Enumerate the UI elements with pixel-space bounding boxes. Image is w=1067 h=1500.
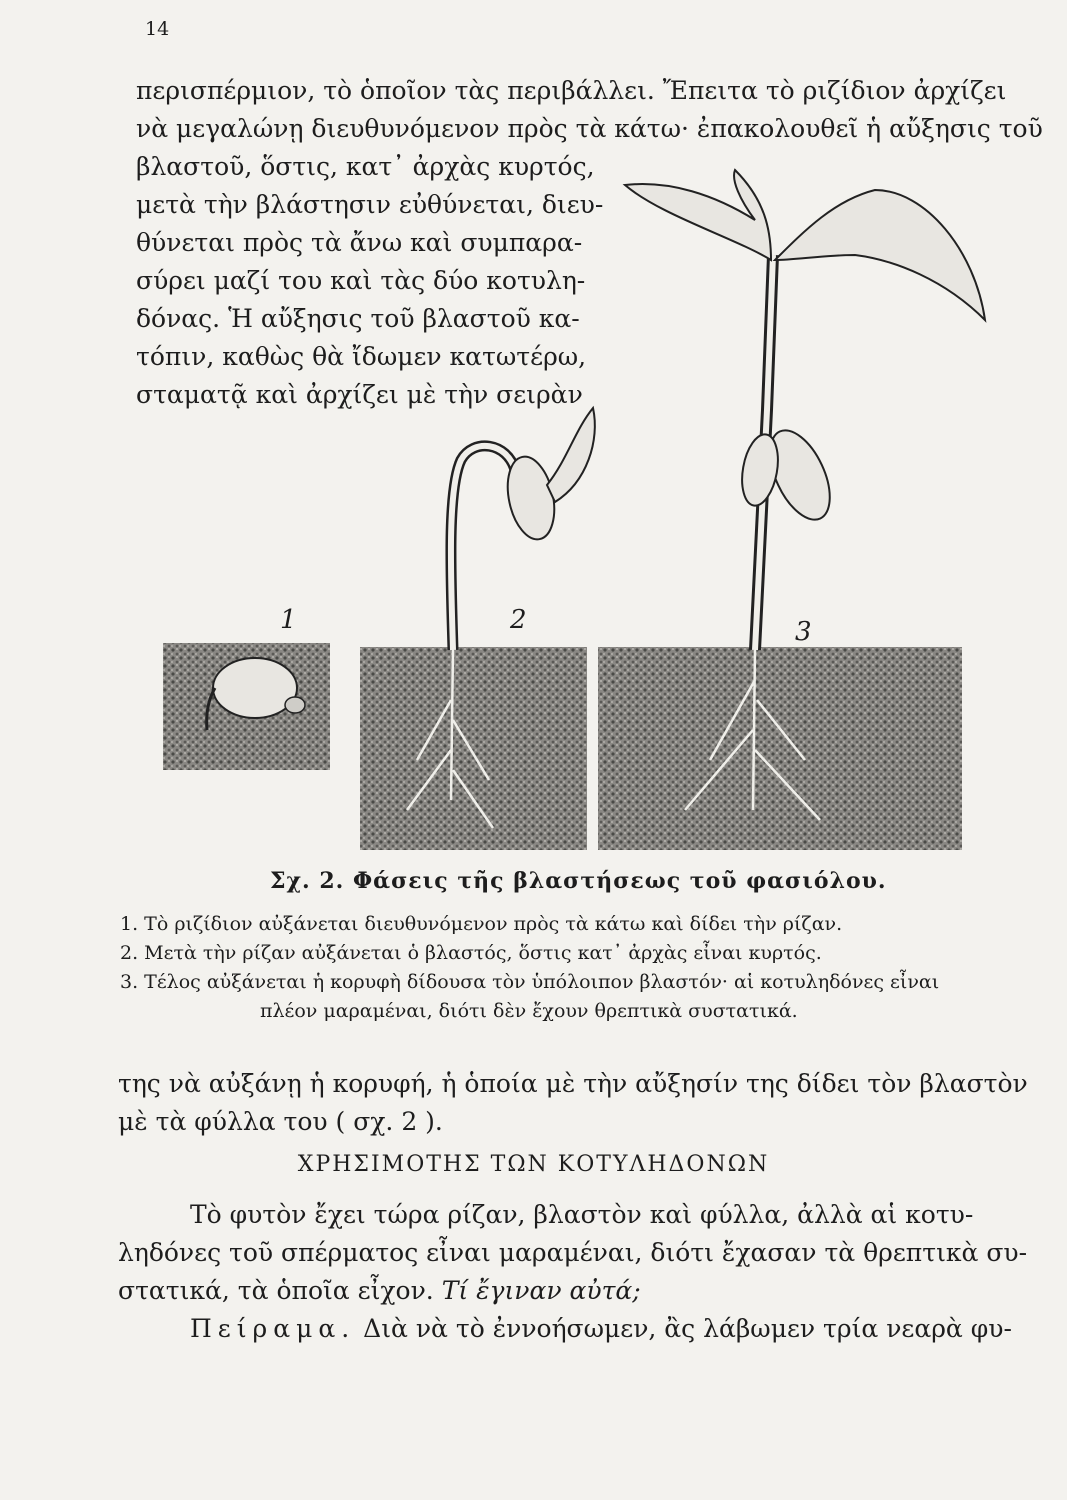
bean-germination-illustration	[155, 160, 995, 860]
question-text: Τί ἔγιναν αὐτά;	[441, 1276, 641, 1305]
text-line: μετὰ τὴν βλάστησιν εὐθύνεται, διευ-	[136, 190, 604, 219]
text-segment: Διὰ νὰ τὸ ἐννοήσωμεν, ἂς λάβωμεν τρία νεαρὰ φυ-	[363, 1314, 1012, 1343]
caption-item: 3. Τέλος αὐξάνεται ἡ κορυφὴ δίδουσα τὸν ὑπόλοιπον βλαστόν· αἱ κοτυληδόνες εἶναι	[120, 971, 940, 993]
text-line: σύρει μαζί του καὶ τὰς δύο κοτυλη-	[136, 266, 586, 295]
figure-label-2: 2	[510, 605, 527, 635]
text-line: ληδόνες τοῦ σπέρματος εἶναι μαραμέναι, διότι ἔχασαν τὰ θρεπτικὰ συ-	[118, 1238, 1028, 1267]
text-line: τόπιν, καθὼς θὰ ἴδωμεν κατωτέρω,	[136, 342, 587, 371]
body-paragraph	[118, 1196, 1028, 1348]
text-segment: στατικά, τὰ ὁποῖα εἶχον.	[118, 1276, 434, 1305]
text-line: μὲ τὰ φύλλα του ( σχ. 2 ).	[118, 1107, 443, 1136]
text-line: Τὸ φυτὸν ἔχει τώρα ρίζαν, βλαστὸν καὶ φύλλα, ἀλλὰ αἱ κοτυ-	[190, 1200, 974, 1229]
soil-block-3	[598, 647, 962, 850]
caption-item: 1. Τὸ ριζίδιον αὐξάνεται διευθυνόμενον πρὸς τὰ κάτω καὶ δίδει τὴν ρίζαν.	[120, 913, 843, 935]
figure-caption-list	[120, 910, 970, 1026]
text-line: περισπέρμιον, τὸ ὁποῖον τὰς περιβάλλει. Ἔπειτα τὸ ριζίδιον ἀρχίζει	[136, 76, 1007, 105]
caption-item-continuation: πλέον μαραμέναι, διότι δὲν ἔχουν θρεπτικὰ συστατικά.	[260, 1000, 798, 1022]
figure-label-1: 1	[280, 605, 297, 635]
text-line: της νὰ αὐξάνῃ ἡ κορυφή, ἡ ὁποία μὲ τὴν αὔξησίν της δίδει τὸν βλαστὸν	[118, 1069, 1028, 1098]
soil-block-2	[360, 647, 587, 850]
continuation-paragraph	[118, 1065, 1028, 1141]
text-line: θύνεται πρὸς τὰ ἄνω καὶ συμπαρα-	[136, 228, 583, 257]
figure-caption-title: Σχ. 2. Φάσεις τῆς βλαστήσεως τοῦ φασιόλου.	[270, 868, 887, 894]
text-line: σταματᾷ καὶ ἀρχίζει μὲ τὴν σειρὰν	[136, 380, 583, 409]
text-line	[118, 1310, 1012, 1348]
page-number: 14	[145, 18, 170, 40]
figure-label-3: 3	[795, 617, 812, 647]
text-line: νὰ μεγαλώνῃ διευθυνόμενον πρὸς τὰ κάτω· ἐπακολουθεῖ ἡ αὔξησις τοῦ	[136, 114, 1043, 143]
experiment-label: Πείραμα.	[190, 1314, 356, 1343]
section-heading: ΧΡΗΣΙΜΟΤΗΣ ΤΩΝ ΚΟΤΥΛΗΔΟΝΩΝ	[297, 1152, 770, 1177]
text-line: δόνας. Ἡ αὔξησις τοῦ βλαστοῦ κα-	[136, 304, 580, 333]
text-line	[118, 1272, 1012, 1310]
text-line: βλαστοῦ, ὅστις, κατ᾿ ἀρχὰς κυρτός,	[136, 152, 595, 181]
caption-item: 2. Μετὰ τὴν ρίζαν αὐξάνεται ὁ βλαστός, ὅστις κατ᾿ ἀρχὰς εἶναι κυρτός.	[120, 942, 822, 964]
